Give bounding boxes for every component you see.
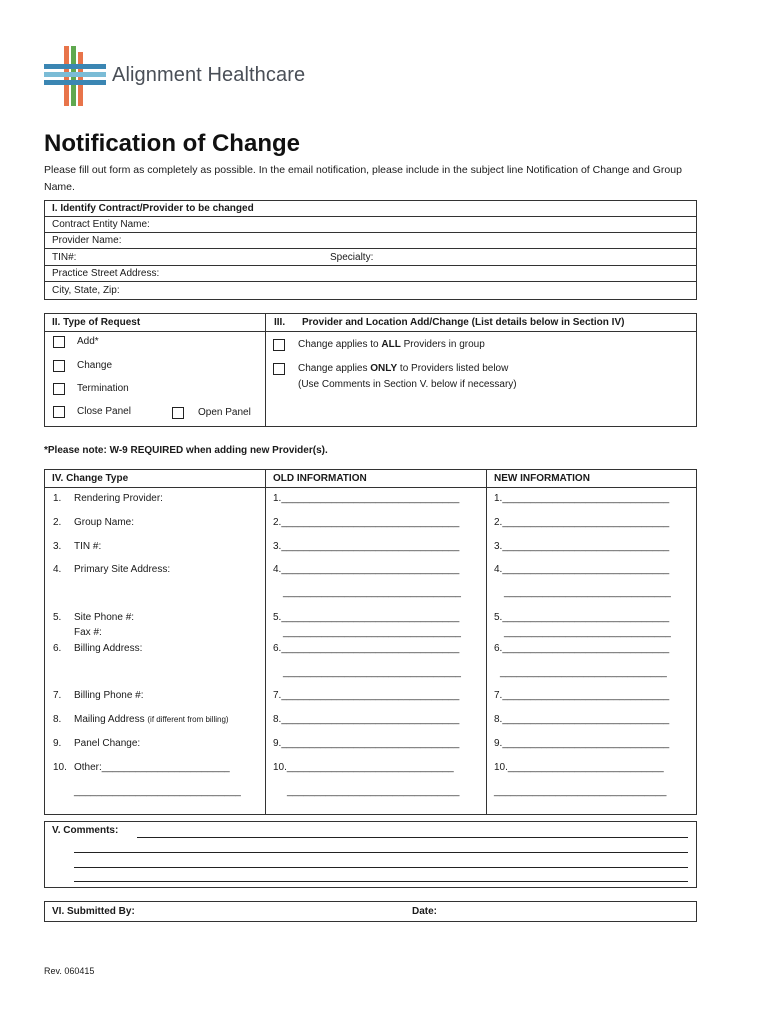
billing-address-new-field[interactable]: 6.______________________________ [494,643,670,654]
specialty-label: Specialty: [330,252,374,263]
comments-line[interactable] [74,866,688,868]
provider-name-label: Provider Name: [52,235,122,246]
street-address-field[interactable] [45,266,696,282]
tin-label: TIN#: [52,252,77,263]
contract-entity-label: Contract Entity Name: [52,219,150,230]
section-4 [44,469,697,815]
street-address-label: Practice Street Address: [52,268,160,279]
tin-old-field[interactable]: 3.________________________________ [273,541,460,552]
tin-field[interactable] [45,250,696,266]
site-phone-new-field[interactable]: 5.______________________________ [494,612,670,623]
section-5-heading: V. Comments: [52,825,119,836]
comments-line[interactable] [74,880,688,882]
only-listed-sublabel: (Use Comments in Section V. below if necessary) [298,379,517,390]
group-name-new-field[interactable]: 2.______________________________ [494,517,670,528]
only-listed-label: Change applies ONLY to Providers listed below [298,363,509,374]
tin-new-field[interactable]: 3.______________________________ [494,541,670,552]
section-5 [44,821,697,888]
other-field[interactable]: Other:_______________________ [74,762,230,773]
change-checkbox[interactable] [53,360,65,372]
group-name-label: Group Name: [74,517,135,528]
city-state-zip-field[interactable] [45,283,696,299]
panel-change-label: Panel Change: [74,738,141,749]
panel-change-old-field[interactable]: 9.________________________________ [273,738,460,749]
billing-phone-new-field[interactable]: 7.______________________________ [494,690,670,701]
row-number: 8. [53,714,62,725]
section-3-number: III. [274,317,286,328]
section-2-heading: II. Type of Request [52,317,141,328]
rendering-provider-new-field[interactable]: 1.______________________________ [494,493,670,504]
mailing-address-new-field[interactable]: 8.______________________________ [494,714,670,725]
page-title: Notification of Change [44,130,300,157]
row-number: 4. [53,564,62,575]
termination-label: Termination [77,383,129,394]
mailing-address-old-field[interactable]: 8.________________________________ [273,714,460,725]
city-state-zip-label: City, State, Zip: [52,285,120,296]
date-label: Date: [412,906,438,917]
close-panel-checkbox[interactable] [53,406,65,418]
open-panel-checkbox[interactable] [172,407,184,419]
billing-address-new-line2[interactable]: ______________________________ [500,667,667,678]
comments-line[interactable] [137,836,688,838]
row-number: 10. [53,762,67,773]
section-6-heading: VI. Submitted By: [52,906,135,917]
intro-text: Please fill out form as completely as possible. In the email notification, please include in the subject line Notification of Change and Group Name. [44,164,682,193]
other-new-line2[interactable]: _______________________________ [494,786,667,797]
row-number: 9. [53,738,62,749]
billing-phone-label: Billing Phone #: [74,690,144,701]
fax-label: Fax #: [74,627,102,638]
primary-site-address-new-field[interactable]: 4.______________________________ [494,564,670,575]
open-panel-label: Open Panel [198,407,251,418]
comments-line[interactable] [74,851,688,853]
section-1-heading: I. Identify Contract/Provider to be changed [45,201,696,217]
old-info-heading: OLD INFORMATION [273,473,367,484]
section-1 [44,200,697,300]
all-providers-checkbox[interactable] [273,339,285,351]
alignment-healthcare-logo-icon [44,46,106,106]
fax-old-field[interactable]: ________________________________ [283,627,461,638]
site-phone-label: Site Phone #: [74,612,135,623]
primary-site-address-label: Primary Site Address: [74,564,171,575]
section-3-heading: Provider and Location Add/Change (List details below in Section IV) [302,317,625,328]
primary-site-address-new-line2[interactable]: ______________________________ [504,587,671,598]
change-label: Change [77,360,113,371]
other-old-field[interactable]: 10.______________________________ [273,762,454,773]
primary-site-address-old-line2[interactable]: ________________________________ [283,587,461,598]
fax-new-field[interactable]: ______________________________ [504,627,671,638]
group-name-old-field[interactable]: 2.________________________________ [273,517,460,528]
close-panel-label: Close Panel [77,406,131,417]
panel-change-new-field[interactable]: 9.______________________________ [494,738,670,749]
w9-note: *Please note: W-9 REQUIRED when adding new Provider(s). [44,445,328,456]
section-4-heading: IV. Change Type [52,473,129,484]
billing-address-old-line2[interactable]: ________________________________ [283,667,461,678]
add-checkbox[interactable] [53,336,65,348]
new-info-heading: NEW INFORMATION [494,473,590,484]
rendering-provider-old-field[interactable]: 1.________________________________ [273,493,460,504]
logo-text: Alignment Healthcare [112,64,306,86]
row-number: 5. [53,612,62,623]
section-2-3 [44,313,697,427]
row-number: 3. [53,541,62,552]
other-new-field[interactable]: 10.____________________________ [494,762,664,773]
primary-site-address-old-field[interactable]: 4.________________________________ [273,564,460,575]
row-number: 7. [53,690,62,701]
mailing-address-label: Mailing Address (if different from billing) [74,714,229,725]
all-providers-label: Change applies to ALL Providers in group [298,339,485,350]
contract-entity-field[interactable] [45,217,696,233]
row-number: 2. [53,517,62,528]
termination-checkbox[interactable] [53,383,65,395]
billing-address-old-field[interactable]: 6.________________________________ [273,643,460,654]
tin-label: TIN #: [74,541,102,552]
row-number: 1. [53,493,62,504]
add-label: Add* [77,336,99,347]
provider-name-field[interactable] [45,233,696,249]
only-listed-checkbox[interactable] [273,363,285,375]
site-phone-old-field[interactable]: 5.________________________________ [273,612,460,623]
revision-text: Rev. 060415 [44,966,95,976]
section-6 [44,901,697,922]
rendering-provider-label: Rendering Provider: [74,493,163,504]
row-number: 6. [53,643,62,654]
other-line2[interactable]: ______________________________ [74,786,241,797]
other-old-line2[interactable]: _______________________________ [287,786,460,797]
billing-phone-old-field[interactable]: 7.________________________________ [273,690,460,701]
billing-address-label: Billing Address: [74,643,143,654]
